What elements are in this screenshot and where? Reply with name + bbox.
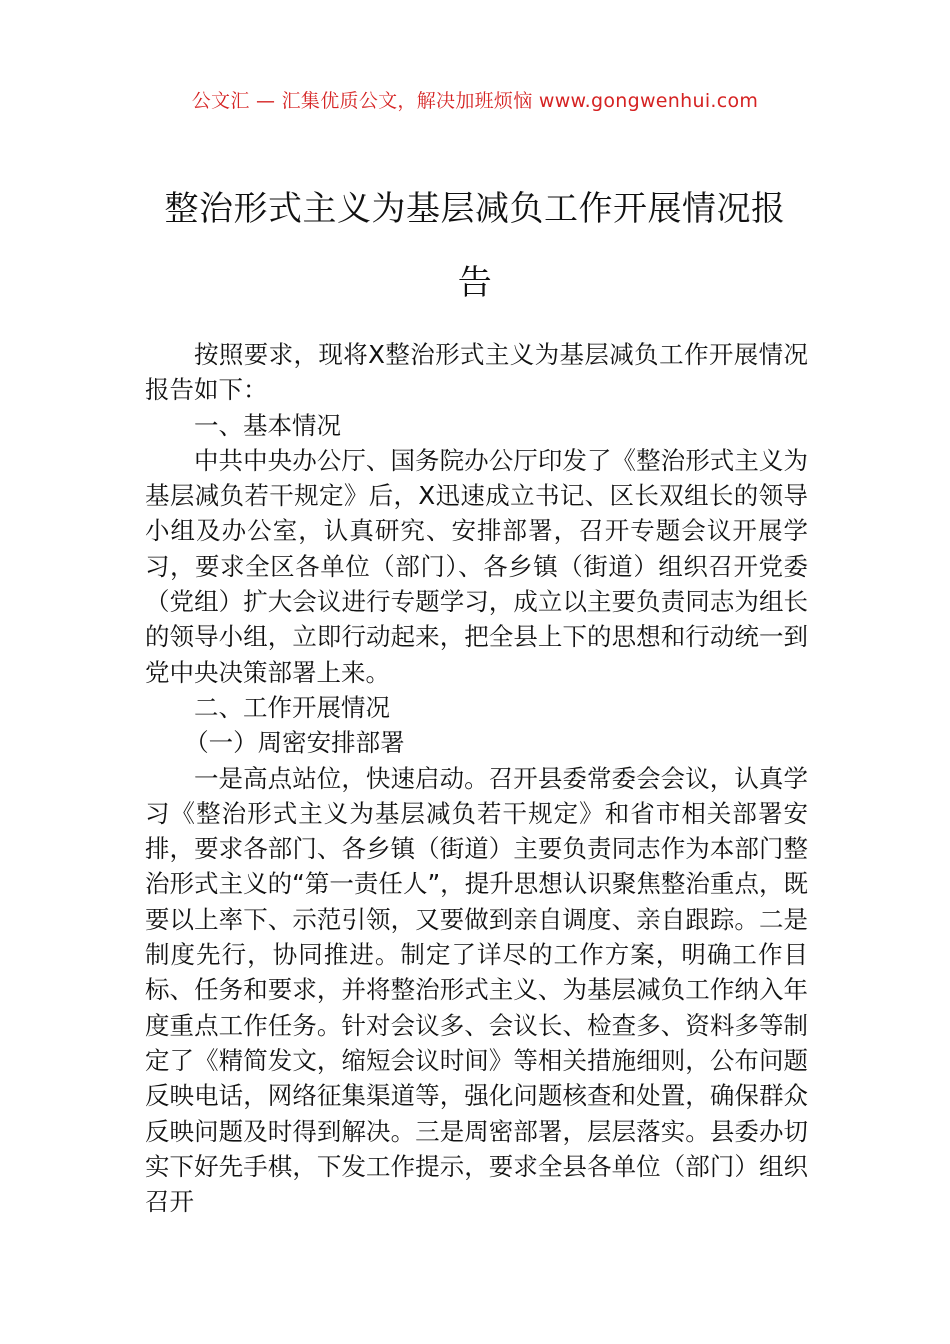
section-paragraph-arrangement: 一是高点站位，快速启动。召开县委常委会会议，认真学习《整治形式主义为基层减负若干规定》和省市相关部署安排，要求各部门、各乡镇（街道）主要负责同志作为本部门整治形式主义的“第一责任人”，提升思想认识聚焦整治重点，既要以上率下、示范引领，又要做到亲自调度、亲自跟踪。二是制度先行，协同推进。制定了详尽的工作方案，明确工作目标、任务和要求，并将整治形式主义、为基层减负工作纳入年度重点工作任务。针对会议多、会议长、检查多、资料多等制定了《精简发文，缩短会议时间》等相关措施细则，公布问题反映电话，网络征集渠道等，强化问题核查和处置，确保群众反映问题及时得到解决。三是周密部署，层层落实。县委办切实下好先手棋，下发工作提示，要求全县各单位（部门）组织召开: [145, 763, 808, 1217]
subsection-heading-arrangement: （一）周密安排部署: [184, 728, 405, 758]
document-body: [145, 337, 808, 1219]
document-title: 整治形式主义为基层减负工作开展情况报告: [164, 189, 786, 303]
section-heading-progress: 二、工作开展情况: [194, 692, 390, 722]
header-banner[interactable]: 公文汇 — 汇集优质公文，解决加班烦恼 www.gongwenhui.com: [191, 90, 759, 112]
section-paragraph-basic: 中共中央办公厅、国务院办公厅印发了《整治形式主义为基层减负若干规定》后，X迅速成立书记、区长双组长的领导小组及办公室，认真研究、安排部署，召开专题会议开展学习，要求全区各单位（部门）、各乡镇（街道）组织召开党委（党组）扩大会议进行专题学习，成立以主要负责同志为组长的领导小组，立即行动起来，把全县上下的思想和行动统一到党中央决策部署上来。: [145, 445, 808, 687]
intro-paragraph: 按照要求，现将X整治形式主义为基层减负工作开展情况报告如下：: [145, 340, 808, 405]
section-heading-basic: 一、基本情况: [194, 410, 341, 440]
